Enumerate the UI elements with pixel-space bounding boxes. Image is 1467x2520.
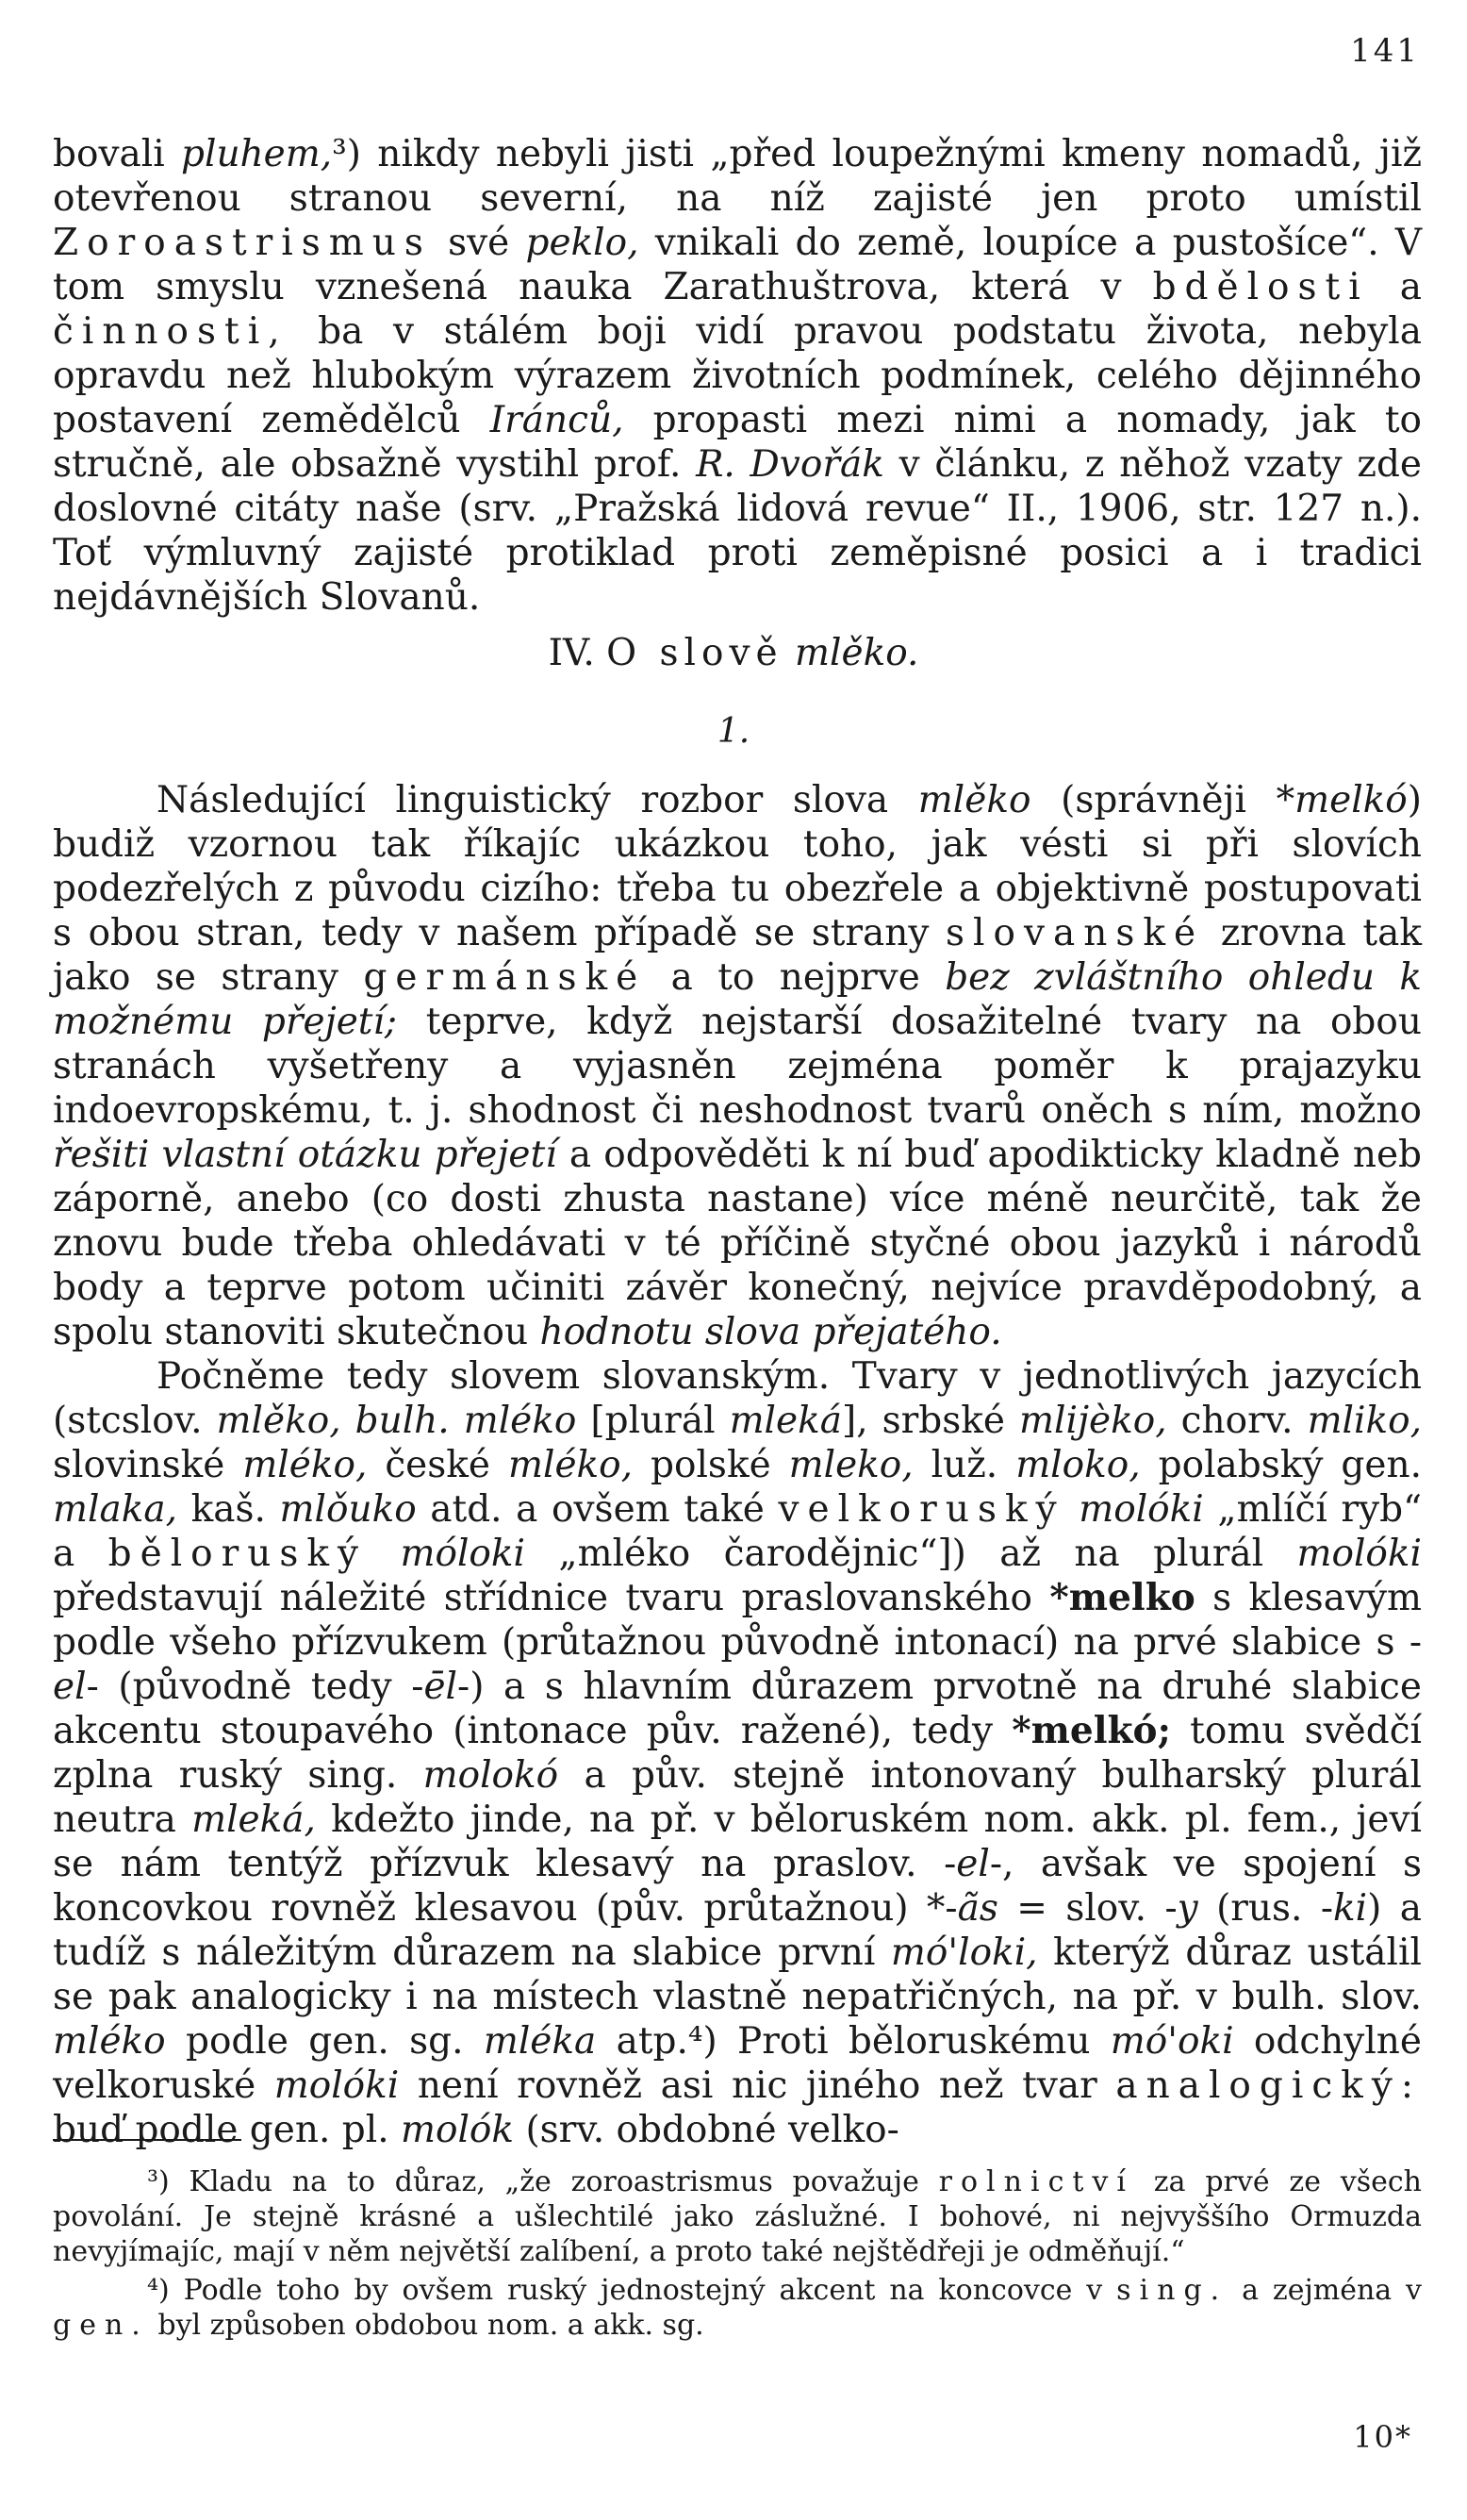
italic-term: řešiti vlastní otázku přejetí: [53, 1134, 557, 1176]
italic-term: ãs: [957, 1887, 998, 1930]
section-number: IV.: [548, 632, 595, 674]
text-run: své: [431, 222, 526, 264]
italic-term: mó'loki,: [890, 1931, 1038, 1974]
italic-term: mléko,: [507, 1444, 634, 1486]
text-run: tomu svědčí zplna ruský sing.: [53, 1710, 1423, 1797]
text-run: „mléko čarodějnic“]) až na plurál: [525, 1533, 1297, 1575]
subsection-number: 1.: [717, 712, 750, 751]
text-run: ) a tudíž s náležitým důrazem na slabice první: [53, 1887, 1422, 1974]
text-run: ³) nikdy nebyli jisti „před loupežnými kmeny nomadů, již otevřenou stranou severní, na níž zajisté jen proto umístil: [53, 133, 1422, 220]
text-run: ⁴) Podle toho by ovšem ruský jednostejný akcent na koncovce v: [147, 2274, 1117, 2307]
text-run: - (původně tedy -: [86, 1666, 424, 1708]
footnote-3: [53, 2164, 1422, 2269]
italic-term: bez zvláštního ohledu k možnému přejetí;: [53, 956, 1422, 1043]
paragraph-1: [53, 778, 1422, 1354]
spaced-term: činnosti,: [53, 310, 288, 353]
italic-term: mlěko: [917, 779, 1031, 821]
text-run: buď podle gen. pl.: [53, 2109, 401, 2151]
spaced-term: bdělosti: [1152, 266, 1369, 308]
italic-term: molóki: [1296, 1533, 1423, 1575]
text-run: kaš.: [177, 1488, 280, 1531]
text-run: a: [1368, 266, 1422, 308]
text-run: luž.: [913, 1444, 1016, 1486]
section-title-italic: mlěko.: [795, 632, 919, 674]
text-run: propasti mezi nimi a nomady, jak to stručně, ale obsažně vystihl prof.: [53, 399, 1422, 486]
footnote-divider: [53, 2139, 241, 2141]
spaced-term: germánské: [363, 956, 647, 999]
continuation-paragraph: [53, 132, 1422, 620]
italic-term: y: [1177, 1887, 1198, 1930]
page-number: 141: [1350, 32, 1420, 70]
text-run: kterýž důraz ustálil se pak analogicky i na místech vlastně nepatřičných, na př. v bulh. slov.: [53, 1931, 1422, 2018]
spaced-term: Zoroastrismus: [53, 222, 432, 264]
spaced-term: velkoruský: [778, 1488, 1065, 1531]
italic-term: ēl: [423, 1666, 458, 1708]
italic-term: molók: [401, 2109, 515, 2151]
italic-term: pluhem,: [181, 133, 333, 175]
footnotes: [53, 2164, 1422, 2346]
text-run: podle gen. sg.: [165, 2020, 484, 2063]
text-run: chorv.: [1166, 1400, 1308, 1442]
italic-term: mleko,: [788, 1444, 914, 1486]
text-run: s klesavým podle všeho přízvukem (průtažnou původně intonací) na prvé slabice s -: [53, 1577, 1422, 1664]
italic-term: mlijèko,: [1019, 1400, 1167, 1442]
text-run: za prvé ze všech povolání. Je stejně krásné a ušlechtilé jako záslužné. I bohové, ni nejvyššího Ormuzda nevyjímajíc, mají v něm největší zalíbení, a proto také nejštědřeji je odměňují.“: [53, 2165, 1422, 2268]
italic-term: molokó: [422, 1754, 559, 1797]
text-run: zrovna tak jako se strany: [53, 912, 1422, 999]
text-run: ³) Kladu na to důraz, „že zoroastrismus považuje: [147, 2165, 939, 2198]
italic-term: mliko,: [1307, 1400, 1422, 1442]
italic-term: mleká,: [191, 1799, 316, 1841]
italic-term: hodnotu slova přejatého.: [539, 1311, 1002, 1353]
text-run: v článku, z něhož vzaty zde doslovné citáty naše (srv. „Pražská lidová revue“ II., 1906, str. 127 n.). Toť výmluvný zajisté protiklad proti zeměpisné posici a i tradici nejdávnějších Slovanů.: [53, 443, 1423, 619]
italic-term: mlěko, bulh. mléko: [216, 1400, 577, 1442]
paragraph-2: [53, 1354, 1422, 2152]
italic-term: el: [53, 1666, 87, 1708]
italic-term: Iránců,: [489, 399, 624, 441]
italic-term: mléko,: [242, 1444, 368, 1486]
text-run: bovali: [53, 133, 181, 175]
text-run: představují náležité střídnice tvaru praslovanského: [53, 1577, 1050, 1619]
text-run: „mlíčí ryb“ a: [53, 1488, 1423, 1575]
spaced-term: sing.: [1116, 2274, 1228, 2307]
text-run: kdežto jinde, na př. v běloruském nom. akk. pl. fem., jeví se nám tentýž přízvuk klesavý na praslov. -: [53, 1799, 1422, 1885]
text-run: teprve, když nejstarší dosažitelné tvary na obou stranách vyšetřeny a vyjasněn zejména poměr k prajazyku indoevropskému, t. j. shodnost či neshodnost tvarů oněch s ním, možno: [53, 1001, 1422, 1132]
section-title: O slově: [606, 632, 783, 674]
text-run: slovinské: [53, 1444, 243, 1486]
text-run: není rovněž asi nic jiného než tvar: [399, 2064, 1116, 2107]
text-run: atp.⁴) Proti běloruskému: [596, 2020, 1111, 2063]
spaced-term: slovanské: [946, 912, 1205, 954]
text-run: -) a s hlavním důrazem prvotně na druhé slabice akcentu stoupavého (intonace pův. ražené), tedy: [53, 1666, 1422, 1752]
text-run: (rus. -: [1197, 1887, 1334, 1930]
text-run: -, avšak ve spojení s koncovkou rovněž klesavou (pův. průtažnou) *-: [53, 1843, 1423, 1930]
text-run: ], srbské: [842, 1400, 1020, 1442]
bold-term: *melko: [1049, 1576, 1195, 1619]
text-run: = slov. -: [997, 1887, 1178, 1930]
text-run: české: [367, 1444, 508, 1486]
italic-term: R. Dvořák: [696, 443, 884, 486]
text-run: ba v stálém boji vidí pravou podstatu života, nebyla opravdu než hlubokým výrazem životních podmínek, celého dějinného postavení zemědělců: [53, 310, 1422, 441]
text-run: [plurál: [576, 1400, 730, 1442]
text-run: byl způsoben obdobou nom. a akk. sg.: [148, 2309, 704, 2342]
italic-term: mléko: [53, 2020, 166, 2063]
text-run: a zejména v: [1228, 2274, 1422, 2307]
italic-term: mó'oki: [1110, 2020, 1234, 2063]
text-run: polské: [633, 1444, 789, 1486]
section-heading: [0, 632, 1467, 674]
italic-term: mléka: [483, 2020, 597, 2063]
text-run: a pův. stejně intonovaný bulharský plurál neutra: [53, 1754, 1423, 1841]
italic-term: molóki: [1064, 1488, 1204, 1531]
body-text: [53, 778, 1422, 2152]
text-run: a odpověděti k ní buď apodikticky kladně neb záporně, anebo (co dosti zhusta nastane) více méně neurčitě, tak že znovu bude třeba ohledávati v té příčině styčné obou jazyků i národů body a teprve potom učiniti závěr konečný, nejvíce pravděpodobný, a spolu stanoviti skutečnou: [53, 1134, 1422, 1353]
spaced-term: běloruský: [107, 1533, 368, 1575]
text-run: ) budiž vzornou tak říkajíc ukázkou toho, jak vésti si při slovích podezřelých z původu cizího: třeba tu obezřele a objektivně postupovati s obou stran, tedy v našem případě se strany: [53, 779, 1423, 954]
text-run: vnikali do země, loupíce a pustošíce“. V tom smyslu vznešená nauka Zarathuštrova, která v: [53, 222, 1423, 308]
italic-term: mlaka,: [53, 1488, 177, 1531]
italic-term: mloko,: [1015, 1444, 1141, 1486]
text-run: a to nejprve: [646, 956, 946, 999]
text-run: (správněji: [1030, 779, 1277, 821]
italic-term: el: [956, 1843, 990, 1885]
text-run: Počněme tedy slovem slovanským. Tvary v jednotlivých jazycích (stcslov.: [53, 1355, 1422, 1442]
text-run: atd. a ovšem také: [416, 1488, 779, 1531]
italic-term: móloki: [367, 1533, 526, 1575]
text-run: polabský gen.: [1140, 1444, 1422, 1486]
italic-term: mlǒuko: [279, 1488, 417, 1531]
spaced-term: gen.: [53, 2309, 149, 2342]
text-run: Následující linguistický rozbor slova: [157, 779, 918, 821]
spaced-term: analogický:: [1115, 2064, 1422, 2107]
bold-term: *melkó;: [1012, 1709, 1171, 1752]
spaced-term: rolnictví: [938, 2165, 1134, 2198]
italic-term: mleká: [729, 1400, 842, 1442]
italic-term: molóki: [273, 2064, 400, 2107]
text-run: (srv. obdobné velko-: [514, 2109, 899, 2151]
footnote-4: [53, 2273, 1422, 2343]
italic-term: *melkó: [1276, 779, 1408, 821]
italic-term: peklo,: [525, 222, 639, 264]
signature-mark: 10*: [1353, 2419, 1412, 2455]
text-run: odchylné velkoruské: [53, 2020, 1422, 2107]
italic-term: ki: [1333, 1887, 1368, 1930]
